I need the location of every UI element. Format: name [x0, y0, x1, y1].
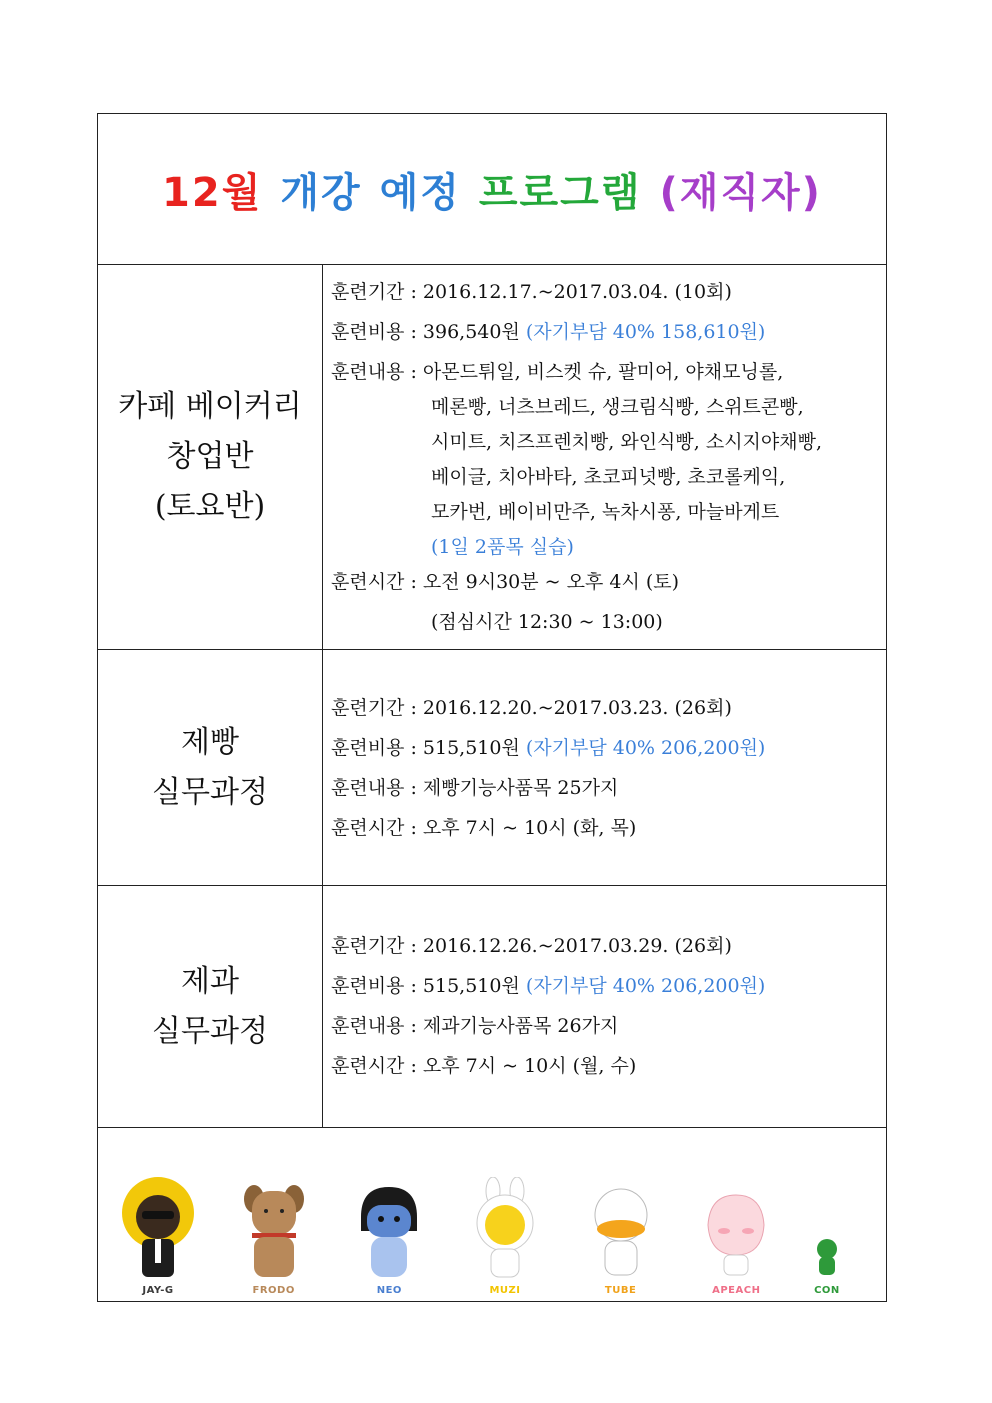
course-detail-cell	[331, 265, 886, 649]
tube-illustration	[575, 1177, 667, 1283]
character-frodo	[224, 1177, 324, 1296]
muzi-illustration	[459, 1177, 551, 1283]
character-name: FRODO	[252, 1285, 295, 1296]
training-content-line	[331, 359, 783, 385]
training-cost-line	[331, 319, 765, 345]
character-jay-g	[108, 1177, 208, 1296]
character-name: APEACH	[712, 1285, 761, 1296]
frodo-illustration	[228, 1177, 320, 1283]
training-cost: 훈련비용 : 515,510원	[331, 737, 520, 759]
training-content: 메론빵, 너츠브레드, 생크림식빵, 스위트콘빵,	[431, 396, 804, 418]
course-row-cafe-bakery	[98, 265, 886, 650]
course-name-line: 제빵	[181, 724, 239, 760]
course-detail-cell	[331, 650, 886, 885]
course-name-cell	[98, 650, 323, 885]
title-month: 12월	[162, 169, 263, 216]
character-apeach	[686, 1177, 786, 1296]
character-con	[802, 1177, 852, 1296]
course-name-cell	[98, 886, 323, 1127]
character-neo	[339, 1177, 439, 1296]
character-name: MUZI	[489, 1285, 521, 1296]
course-name-line: 제과	[181, 963, 239, 999]
course-detail-cell	[331, 886, 886, 1127]
training-content: 아몬드튀일, 비스켓 슈, 팔미어, 야채모닝롤,	[422, 361, 784, 383]
jay-g-illustration	[112, 1177, 204, 1283]
training-period: 훈련기간 : 2016.12.26.~2017.03.29. (26회)	[331, 935, 732, 957]
character-muzi	[455, 1177, 555, 1296]
character-name: NEO	[376, 1285, 402, 1296]
title-opening: 개강	[280, 169, 362, 216]
course-name-line: 카페 베이커리	[118, 389, 302, 424]
course-name-line: (토요반)	[154, 489, 266, 524]
training-content: 훈련내용 : 제빵기능사품목 25가지	[331, 777, 619, 799]
training-content: 훈련내용 : 제과기능사품목 26가지	[331, 1015, 619, 1037]
apeach-illustration	[690, 1177, 782, 1283]
course-name-line: 실무과정	[152, 774, 268, 810]
page-title	[153, 161, 831, 218]
course-name-cell	[98, 265, 323, 649]
character-strip	[108, 1172, 852, 1296]
title-program: 프로그램	[478, 169, 642, 216]
training-cost: 훈련비용 : 396,540원	[331, 321, 520, 343]
training-period: 훈련기간 : 2016.12.17.~2017.03.04. (10회)	[331, 281, 732, 303]
course-row-pastry	[98, 886, 886, 1128]
title-scheduled: 예정	[379, 169, 461, 216]
training-content: 베이글, 치아바타, 초코피넛빵, 초코롤케익,	[431, 466, 786, 488]
character-name: CON	[814, 1285, 840, 1296]
training-cost-note: (자기부담 40% 206,200원)	[525, 975, 766, 997]
training-time-note: (점심시간 12:30 ~ 13:00)	[431, 611, 663, 633]
training-time: 훈련시간 : 오후 7시 ~ 10시 (화, 목)	[331, 817, 637, 839]
course-name-line: 창업반	[166, 439, 254, 474]
character-name: JAY-G	[142, 1285, 174, 1296]
training-cost: 훈련비용 : 515,510원	[331, 975, 520, 997]
title-employed: (재직자)	[659, 169, 822, 216]
character-tube	[571, 1177, 671, 1296]
neo-illustration	[343, 1177, 435, 1283]
training-cost-note: (자기부담 40% 206,200원)	[525, 737, 766, 759]
training-content: 시미트, 치즈프렌치빵, 와인식빵, 소시지야채빵,	[431, 431, 823, 453]
training-cost-line	[331, 735, 765, 761]
course-name-line: 실무과정	[152, 1013, 268, 1049]
title-row	[98, 114, 886, 265]
training-cost-note: (자기부담 40% 158,610원)	[525, 321, 766, 343]
training-content-label: 훈련내용 :	[331, 361, 423, 383]
training-period: 훈련기간 : 2016.12.20.~2017.03.23. (26회)	[331, 697, 732, 719]
con-illustration	[805, 1177, 849, 1283]
course-row-bread	[98, 650, 886, 886]
training-cost-line	[331, 973, 765, 999]
program-table	[97, 113, 887, 1302]
training-time: 훈련시간 : 오전 9시30분 ~ 오후 4시 (토)	[331, 571, 680, 593]
training-content: 모카번, 베이비만주, 녹차시퐁, 마늘바게트	[431, 501, 780, 523]
training-content-note: (1일 2품목 실습)	[431, 536, 574, 558]
character-name: TUBE	[604, 1285, 637, 1296]
training-time: 훈련시간 : 오후 7시 ~ 10시 (월, 수)	[331, 1055, 637, 1077]
